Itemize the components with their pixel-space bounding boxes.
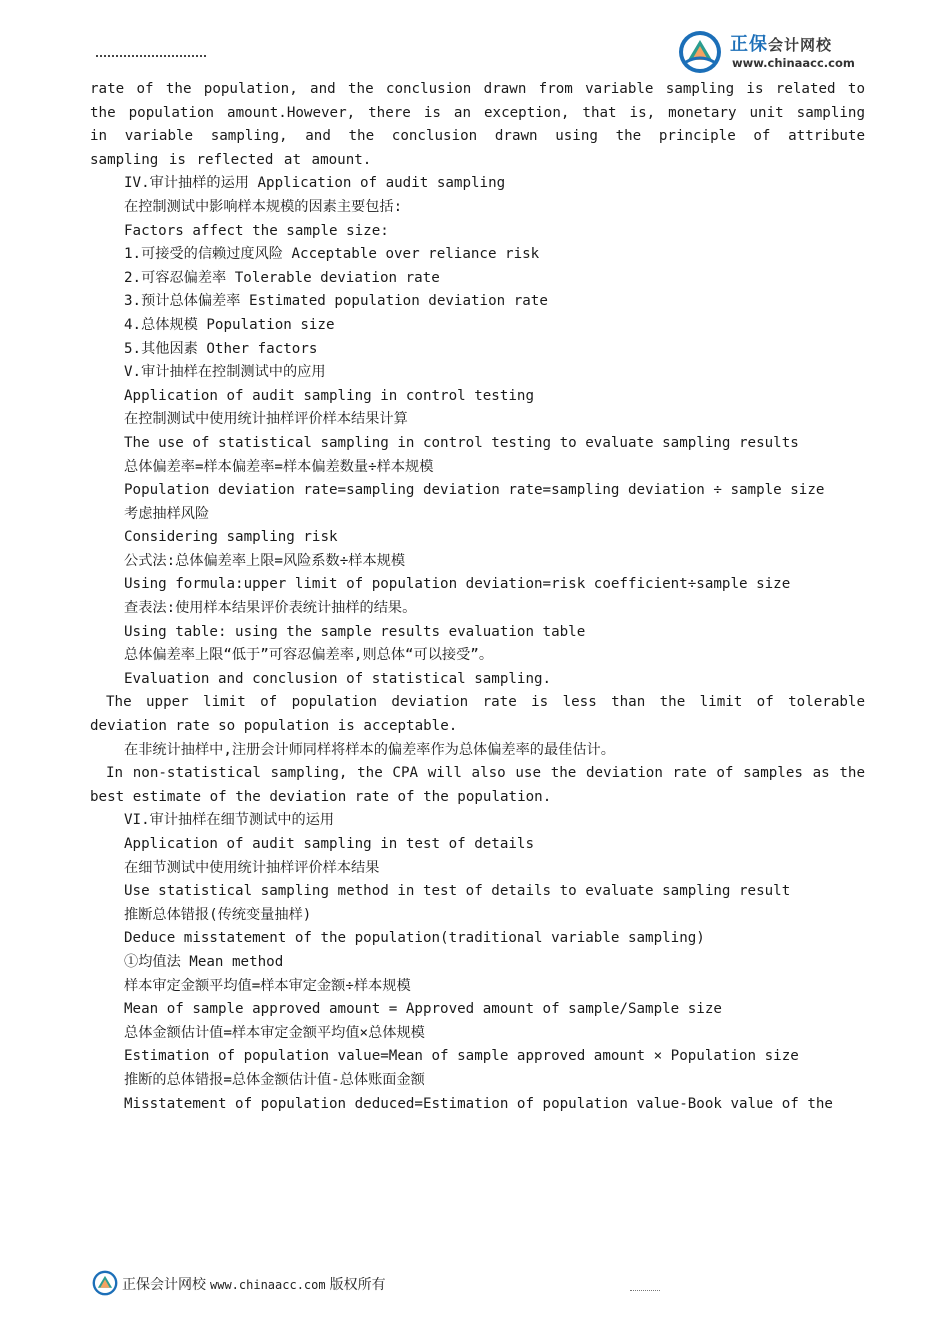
text-line: 考虑抽样风险 <box>124 505 210 522</box>
page-number-stub <box>630 1290 660 1295</box>
logo-url: www.chinaacc.com <box>732 56 855 70</box>
formula-line: Mean of sample approved amount = Approved amount of sample/Sample size <box>124 1001 722 1018</box>
formula-line: 总体金额估计值=样本审定金额平均值×总体规模 <box>124 1024 425 1041</box>
text-line: 在细节测试中使用统计抽样评价样本结果 <box>124 859 380 876</box>
list-item: 5.其他因素 Other factors <box>124 340 318 357</box>
section-heading: V.审计抽样在控制测试中的应用 <box>124 364 326 381</box>
footer-url[interactable]: www.chinaacc.com <box>210 1278 326 1292</box>
chinaacc-logo-icon <box>92 1270 118 1296</box>
formula-line: 总体偏差率=样本偏差率=样本偏差数量÷样本规模 <box>124 458 434 475</box>
formula-line: Population deviation rate=sampling deviation rate=sampling deviation ÷ sample size <box>124 482 825 499</box>
logo-title: 正保会计网校 <box>730 34 833 55</box>
section-heading: IV.审计抽样的运用 Application of audit sampling <box>124 175 506 192</box>
footer-text <box>122 1274 386 1294</box>
footer-brand: 正保会计网校 <box>122 1277 206 1293</box>
text-line: 总体偏差率上限“低于”可容忍偏差率,则总体“可以接受”。 <box>124 647 494 664</box>
header-stub <box>96 55 206 65</box>
list-item: 2.可容忍偏差率 Tolerable deviation rate <box>124 269 440 286</box>
list-item: 3.预计总体偏差率 Estimated population deviation rate <box>124 293 548 310</box>
formula-line: 样本审定金额平均值=样本审定金额÷样本规模 <box>124 977 411 994</box>
text-line: Using table: using the sample results evaluation table <box>124 623 586 640</box>
text-line: Use statistical sampling method in test of details to evaluate sampling result <box>124 883 791 900</box>
formula-line: Misstatement of population deduced=Estimation of population value-Book value of the <box>124 1095 833 1112</box>
text-line: Application of audit sampling in test of details <box>124 836 534 852</box>
text-line: Considering sampling risk <box>124 529 338 546</box>
footer-rights: 版权所有 <box>329 1277 386 1293</box>
section-heading: VI.审计抽样在细节测试中的运用 <box>124 812 335 829</box>
formula-line: Estimation of population value=Mean of sample approved amount × Population size <box>124 1048 799 1065</box>
list-item: 1.可接受的信赖过度风险 Acceptable over reliance risk <box>124 246 540 263</box>
chinaacc-logo-icon <box>678 30 722 74</box>
page-footer <box>92 1270 492 1300</box>
brand-logo[interactable] <box>678 28 878 78</box>
formula-line: Using formula:upper limit of population deviation=risk coefficient÷sample size <box>124 576 791 593</box>
paragraph: rate of the population, and the conclusion drawn from variable sampling is related to the population amount.However, there is an exception, that is, monetary unit sampling in variable sampling, and the conclusion drawn using the principle of attribute sampling is reflected at amount. <box>90 81 865 168</box>
formula-line: 推断的总体错报=总体金额估计值-总体账面金额 <box>124 1071 425 1088</box>
text-line: Evaluation and conclusion of statistical sampling. <box>124 670 552 687</box>
paragraph: In non-statistical sampling, the CPA will also use the deviation rate of samples as the best estimate of the deviation rate of the population. <box>90 765 865 805</box>
text-line: 查表法:使用样本结果评价表统计抽样的结果。 <box>124 600 417 617</box>
formula-line: 公式法:总体偏差率上限=风险系数÷样本规模 <box>124 552 406 569</box>
text-line: Deduce misstatement of the population(traditional variable sampling) <box>124 930 705 947</box>
list-item: 4.总体规模 Population size <box>124 316 335 333</box>
text-line: Factors affect the sample size: <box>124 222 389 239</box>
text-line: Application of audit sampling in control testing <box>124 387 534 404</box>
text-line: The use of statistical sampling in control testing to evaluate sampling results <box>124 434 799 451</box>
text-line: 推断总体错报(传统变量抽样) <box>124 906 312 923</box>
paragraph: The upper limit of population deviation rate is less than the limit of tolerable deviation rate so population is acceptable. <box>90 694 865 735</box>
text-line: 在控制测试中影响样本规模的因素主要包括: <box>124 198 403 215</box>
text-line: ①均值法 Mean method <box>124 953 284 970</box>
text-line: 在控制测试中使用统计抽样评价样本结果计算 <box>124 411 408 428</box>
text-line: 在非统计抽样中,注册会计师同样将样本的偏差率作为总体偏差率的最佳估计。 <box>124 741 615 758</box>
document-body <box>90 78 865 1116</box>
